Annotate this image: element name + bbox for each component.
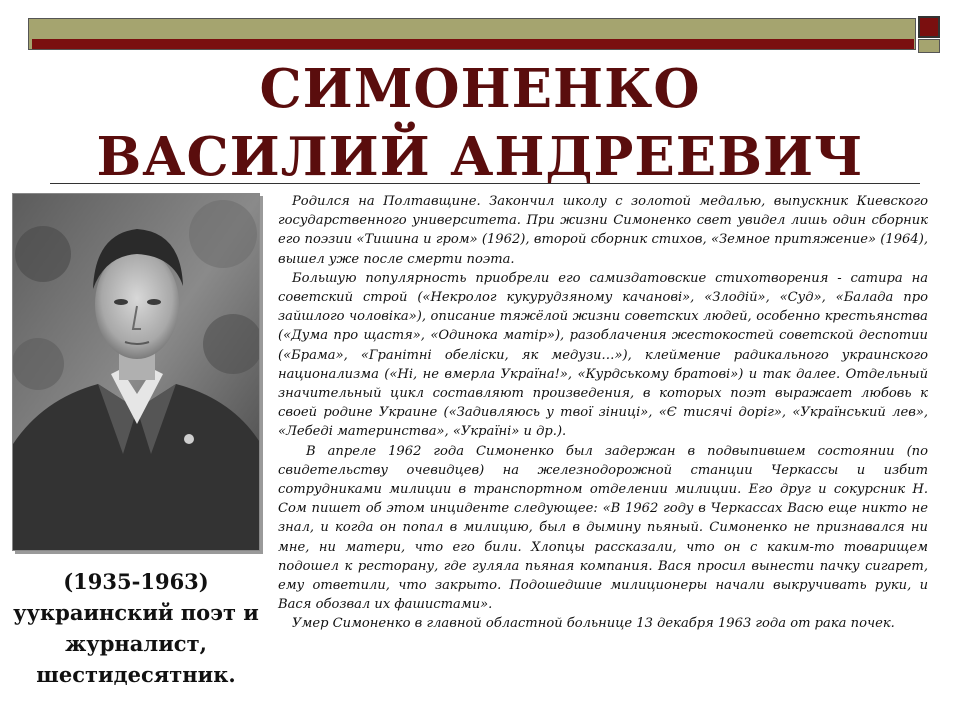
header-bar-red <box>32 39 914 49</box>
portrait-illustration <box>13 194 260 551</box>
bio-paragraph-3: В апреле 1962 года Симоненко был задержан в подвыпившем состоянии (по свидетельству очевидцев) на железнодорожной станции Черкассы и избит сотрудниками милиции в транспортном отделении милиции. Его друг и сокурсник Н. Сом пишет об этом инциденте следующее: «В 1962 году в Черкассах Васю еще никто не знал, и когда он попал в милицию, был в дымину пьяный. Симоненко не признавался ни мне, ни матери, что его били. Хлопцы рассказали, что он с каким-то товарищем подошел к ресторану, где гуляла пьяная компания. Вася просил вынести пачку сигарет, ему ответили, что закрыто. Подошедшие милиционеры начали выкручивать руки, и Вася обозвал их фашистами». <box>278 443 928 613</box>
portrait-caption <box>0 566 272 690</box>
bio-paragraph-1: Родился на Полтавщине. Закончил школу с золотой медалью, выпускник Киевского государственного университета. При жизни Симоненко свет увидел лишь один сборник его поэзии «Тишина и гром» (1962), второй сборник стихов, «Земное притяжение» (1964), вышел уже после смерти поэта. <box>278 194 928 267</box>
caption-line-4: шестидесятник. <box>36 662 236 687</box>
biography-text <box>278 192 928 634</box>
caption-years: (1935-1963) <box>63 569 209 594</box>
portrait-photo <box>12 193 260 551</box>
caption-line-2: уукраинский поэт и <box>13 600 259 625</box>
page-title-surname: СИМОНЕНКО <box>259 58 701 120</box>
corner-square-red <box>918 16 940 38</box>
title-divider <box>50 183 920 184</box>
page-title-name: ВАСИЛИЙ АНДРЕЕВИЧ <box>96 126 864 188</box>
corner-square-olive <box>918 39 940 53</box>
caption-line-3: журналист, <box>65 631 207 656</box>
bio-paragraph-2: Большую популярность приобрели его самиздатовские стихотворения - сатира на советский строй («Некролог кукурудзяному качанові», «Злодій», «Суд», «Балада про зайшлого чоловіка»), описание тяжёлой жизни советских людей, особенно крестьянства («Дума про щастя», «Одинока матір»), разоблачения жестокостей советской деспотии («Брама», «Гранітні обеліски, як медузи…»), клеймение радикального украинского национализма («Ні, не вмерла Україна!», «Курдському братові») и так далее. Отдельный значительный цикл составляют произведения, в которых поэт выражает любовь к своей родине Украине («Задивляюсь у твої зіниці», «Є тисячі доріг», «Український лев», «Лебеді материнства», «Україні» и др.). <box>278 270 928 440</box>
bio-paragraph-4: Умер Симоненко в главной областной больнице 13 декабря 1963 года от рака почек. <box>292 616 895 632</box>
